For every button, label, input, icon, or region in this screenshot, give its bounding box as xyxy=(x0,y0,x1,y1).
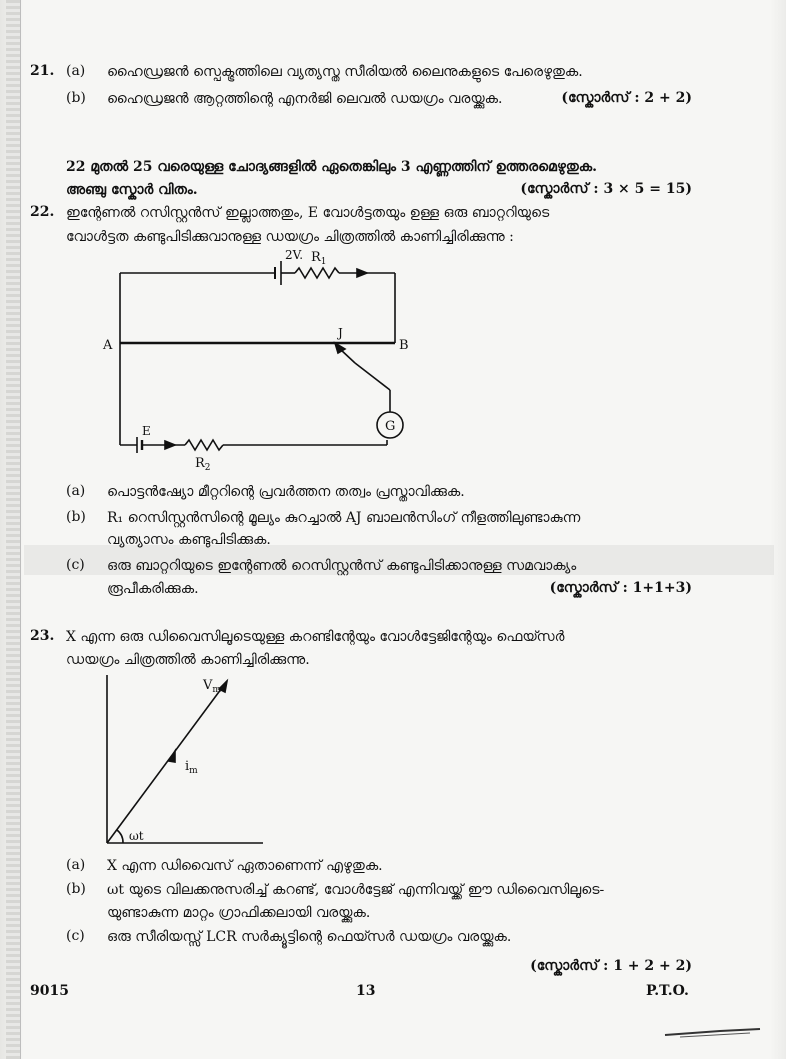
section-score: (സ്കോർസ് : 3 × 5 = 15) xyxy=(520,181,692,197)
q21-a-text: ഹൈഡ്രജൻ സ്പെക്ട്രത്തിലെ വ്യത്യസ്ത സീരിയൽ ലൈനുകളുടെ പേരെഴുതുക. xyxy=(107,64,583,80)
q22-a-label: (a) xyxy=(66,483,86,499)
pto-label: P.T.O. xyxy=(646,983,689,999)
q23-c-text: ഒരു സീരിയസ്സ് LCR സർക്യൂട്ടിന്റെ ഫെയ്സർ ഡയഗ്രം വരയ്ക്കുക. xyxy=(107,929,512,945)
section-sub: അഞ്ചു സ്കോർ വിതം. xyxy=(66,182,198,198)
q22-line2: വോൾട്ടത കണ്ടുപിടിക്കുവാനുള്ള ഡയഗ്രം ചിത്രത്തിൽ കാണിച്ചിരിക്കുന്നു : xyxy=(66,229,514,245)
emf-e-label: E xyxy=(142,424,151,438)
q23-number: 23. xyxy=(30,628,55,644)
pen-mark xyxy=(660,1015,770,1045)
page-binding xyxy=(6,0,21,1059)
q23-c-label: (c) xyxy=(66,928,85,944)
phasor-diagram xyxy=(95,665,270,850)
q22-c-text1: ഒരു ബാറ്ററിയുടെ ഇന്റേണൽ റെസിസ്റ്റൻസ് കണ്ടുപിടിക്കാനുള്ള സമവാക്യം xyxy=(107,558,577,574)
q23-a-text: X എന്ന ഡിവൈസ് ഏതാണെന്ന് എഴുതുക. xyxy=(107,858,383,874)
q23-b-text2: യുണ്ടാകുന്ന മാറ്റം ഗ്രാഫിക്കലായി വരയ്ക്കുക. xyxy=(107,905,371,921)
jockey-j-label: J xyxy=(338,326,343,340)
q21-score: (സ്കോർസ് : 2 + 2) xyxy=(561,90,692,106)
q21-number: 21. xyxy=(30,63,55,79)
q23-a-label: (a) xyxy=(66,857,86,873)
section-instruction: 22 മുതൽ 25 വരെയുള്ള ചോദ്യങ്ങളിൽ ഏതെങ്കിലും 3 എണ്ണത്തിന് ഉത്തരമെഴുതുക. xyxy=(66,159,598,175)
exam-code: 9015 xyxy=(30,983,69,999)
q22-b-label: (b) xyxy=(66,509,86,525)
q21-b-label: (b) xyxy=(66,90,86,106)
q23-b-label: (b) xyxy=(66,881,86,897)
q22-b-text2: വ്യത്യാസം കണ്ടുപിടിക്കുക. xyxy=(107,532,271,548)
q23-line1: X എന്ന ഒരു ഡിവൈസിലൂടെയുള്ള കറണ്ടിന്റേയും വോൾട്ടേജിന്റേയും ഫെയ്സർ xyxy=(66,629,565,645)
q22-number: 22. xyxy=(30,204,55,220)
r2-label: $R_2$ xyxy=(195,456,211,473)
cell-voltage-label: 2V. xyxy=(285,248,304,262)
point-b-label: B xyxy=(399,338,409,353)
q22-line1: ഇന്റേണൽ റസിസ്റ്റൻസ് ഇല്ലാത്തതും, E വോൾട്ടതയും ഉള്ള ഒരു ബാറ്ററിയുടെ xyxy=(66,205,550,221)
q21-b-text: ഹൈഡ്രജൻ ആറ്റത്തിന്റെ എനർജി ലെവൽ ഡയഗ്രം വരയ്ക്കുക. xyxy=(107,91,503,107)
q23-score: (സ്കോർസ് : 1 + 2 + 2) xyxy=(530,958,692,974)
page-number: 13 xyxy=(356,983,376,999)
galvanometer-label: G xyxy=(385,419,396,434)
point-a-label: A xyxy=(103,338,113,353)
q22-a-text: പൊട്ടൻഷ്യോ മീറ്ററിന്റെ പ്രവർത്തന തത്വം പ്രസ്താവിക്കുക. xyxy=(107,484,465,500)
im-label: $i_m$ xyxy=(185,759,198,776)
q23-line2: ഡയഗ്രം ചിത്രത്തിൽ കാണിച്ചിരിക്കുന്നു. xyxy=(66,652,310,668)
q23-b-text1: ωt യുടെ വിലക്കനുസരിച്ച് കറണ്ട്, വോൾട്ടേജ് എന്നിവയ്ക്ക് ഈ ഡിവൈസിലൂടെ- xyxy=(107,882,605,898)
r1-label: $R_1$ xyxy=(311,250,327,267)
q21-a-label: (a) xyxy=(66,63,86,79)
angle-wt-label: ωt xyxy=(129,829,144,843)
q22-b-text1: R₁ റെസിസ്റ്റൻസിന്റെ മൂല്യം കുറച്ചാൽ AJ ബാലൻസിംഗ് നീളത്തിലുണ്ടാകുന്ന xyxy=(107,510,581,526)
vm-label: $V_m$ xyxy=(203,678,221,695)
potentiometer-circuit-diagram xyxy=(95,245,435,475)
q22-c-text2: രൂപീകരിക്കുക. xyxy=(107,581,199,597)
q22-c-label: (c) xyxy=(66,557,85,573)
q22-score: (സ്കോർസ് : 1+1+3) xyxy=(549,580,692,596)
